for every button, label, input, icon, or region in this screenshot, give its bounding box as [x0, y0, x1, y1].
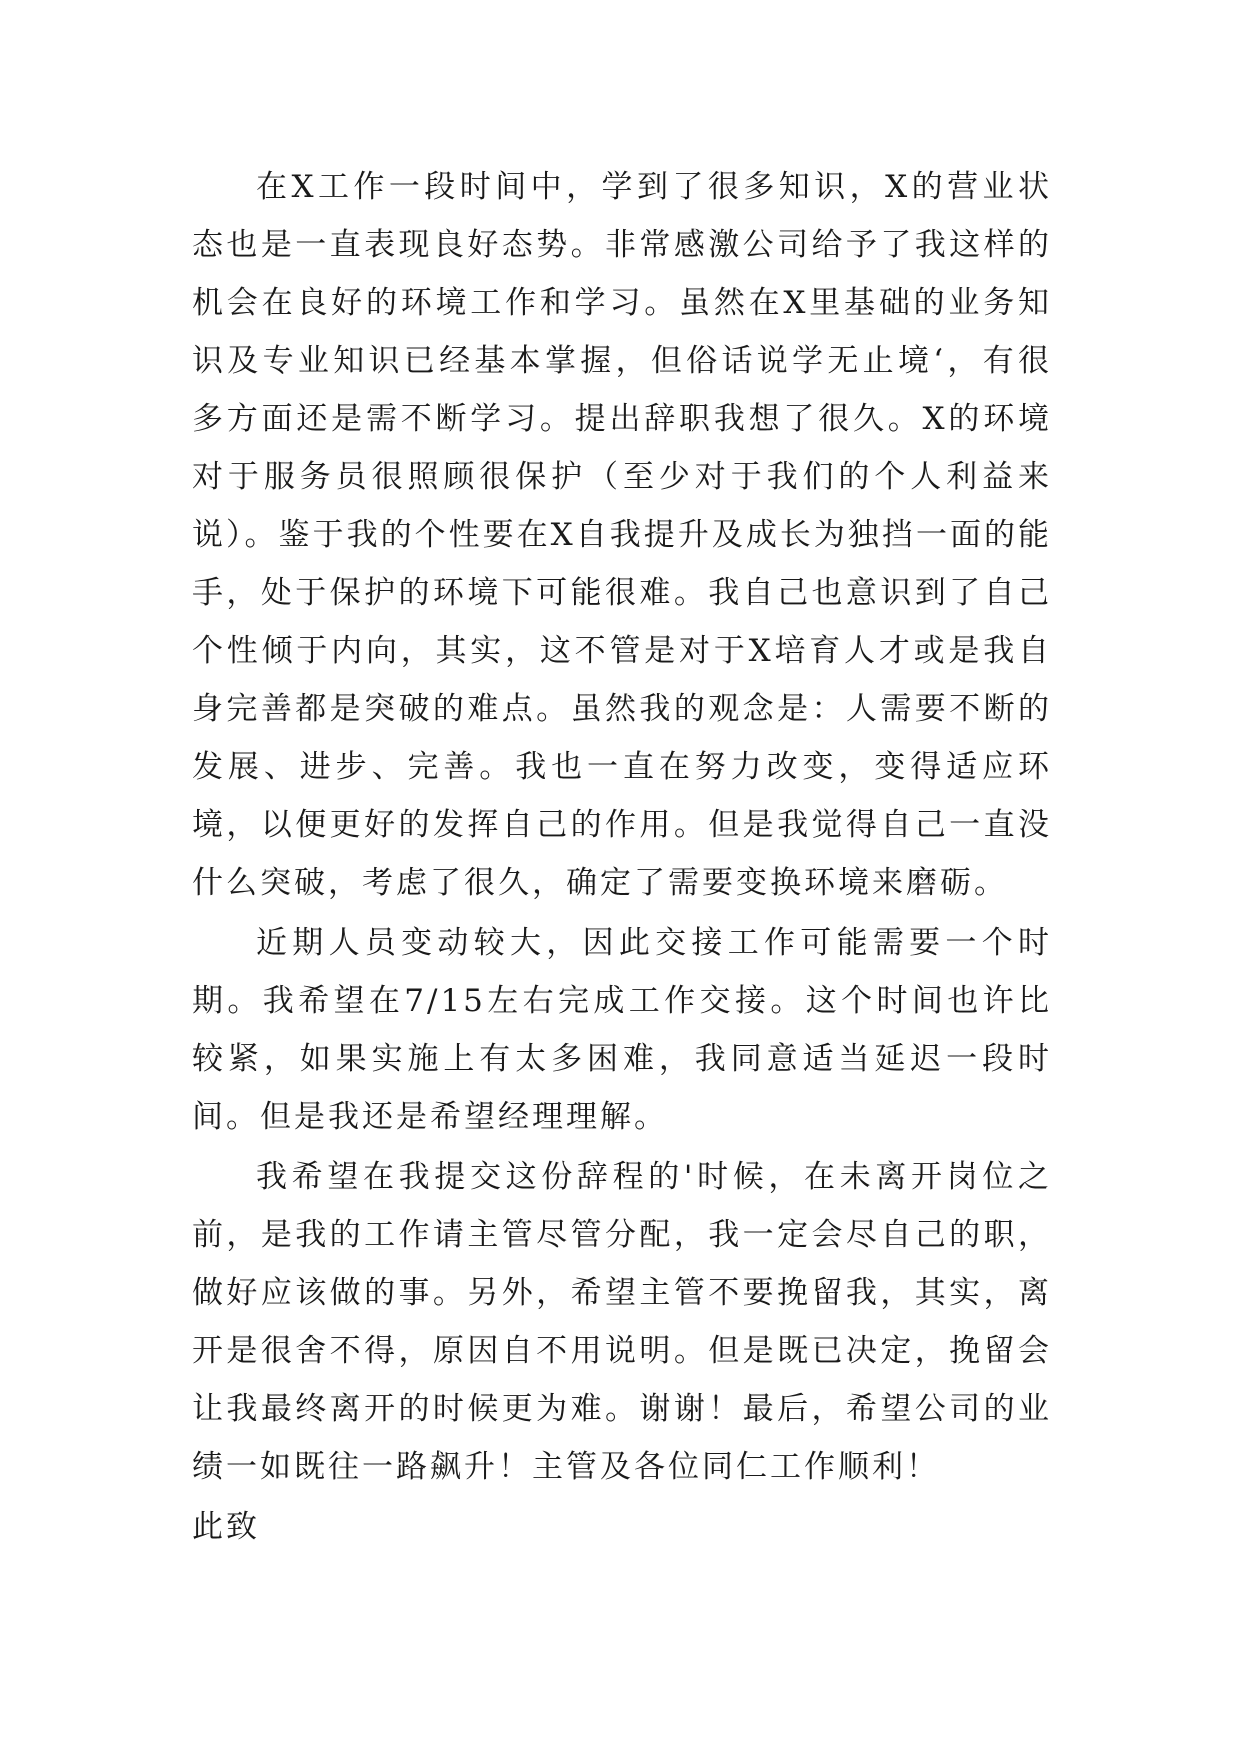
paragraph-2: 近期人员变动较大，因此交接工作可能需要一个时期。我希望在7/15左右完成工作交接。这个时间也许比较紧，如果实施上有太多困难，我同意适当延迟一段时间。但是我还是希望经理理解。: [192, 925, 1052, 1135]
paragraph-3: 我希望在我提交这份辞程的'时候，在未离开岗位之前，是我的工作请主管尽管分配，我一定会尽自己的职，做好应该做的事。另外，希望主管不要挽留我，其实，离开是很舍不得，原因自不用说明。但是既已决定，挽留会让我最终离开的时候更为难。谢谢！最后，希望公司的业绩一如既往一路飙升！主管及各位同仁工作顺利！: [192, 1159, 1052, 1485]
paragraph-1: 在X工作一段时间中，学到了很多知识，X的营业状态也是一直表现良好态势。非常感激公司给予了我这样的机会在良好的环境工作和学习。虽然在X里基础的业务知识及专业知识已经基本掌握，但俗话说学无止境‘，有很多方面还是需不断学习。提出辞职我想了很久。X的环境对于服务员很照顾很保护（至少对于我们的个人利益来说）。鉴于我的个性要在X自我提升及成长为独挡一面的能手，处于保护的环境下可能很难。我自己也意识到了自己个性倾于内向，其实，这不管是对于X培育人才或是我自身完善都是突破的难点。虽然我的观念是：人需要不断的发展、进步、完善。我也一直在努力改变，变得适应环境，以便更好的发挥自己的作用。但是我觉得自己一直没什么突破，考虑了很久，确定了需要变换环境来磨砺。: [192, 169, 1052, 901]
letter-body: [192, 158, 1052, 1556]
closing-salutation: 此致: [192, 1509, 260, 1545]
